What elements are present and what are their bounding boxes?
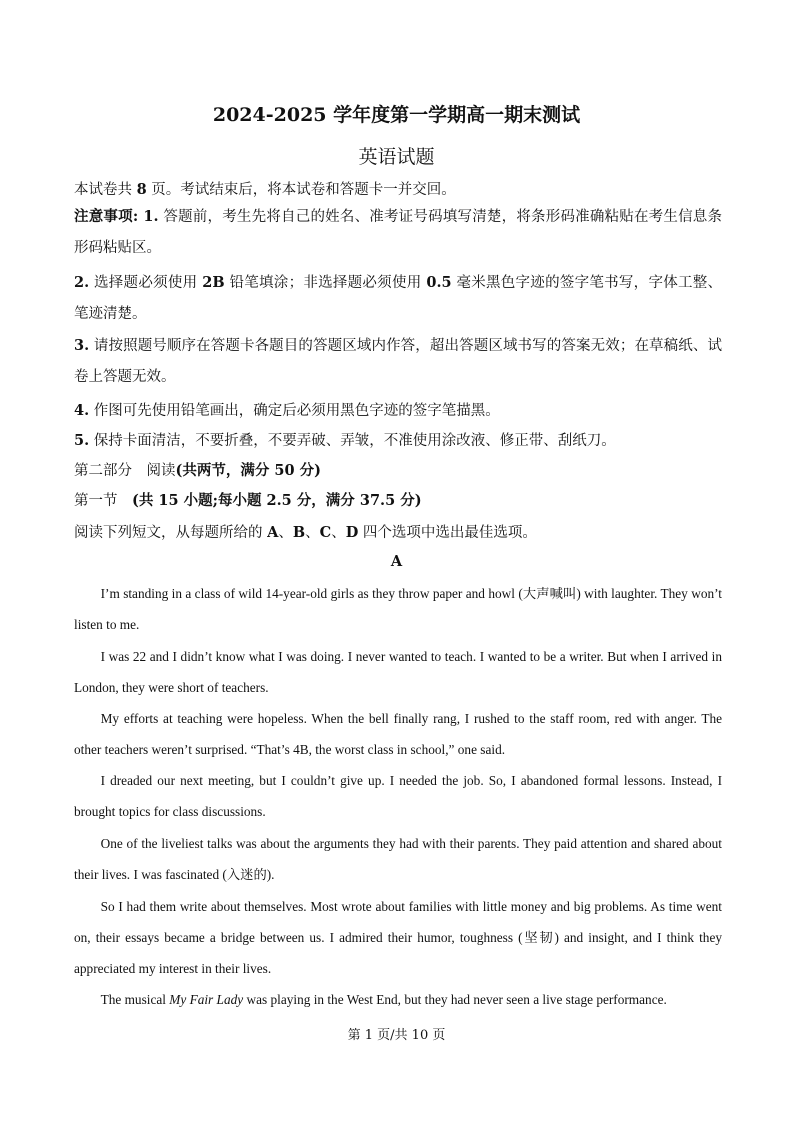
exam-subtitle: 英语试题 — [358, 146, 435, 168]
note-5: 5. 保持卡面清洁，不要折叠，不要弄破、弄皱，不准使用涂改液、修正带、刮纸刀。 — [74, 432, 616, 449]
passage-paragraph-2: I was 22 and I didn’t know what I was doing. I never wanted to teach. I wanted to be a writer. But when I arrived in London, they were short of teachers. — [74, 649, 722, 695]
part-2-heading: 第二部分 阅读(共两节，满分 50 分) — [74, 462, 321, 479]
passage-paragraph-4: I dreaded our next meeting, but I couldn’t give up. I needed the job. So, I abandoned formal lessons. Instead, I brought topics for class discussions. — [74, 773, 722, 819]
page-footer: 第 1 页/共 10 页 — [347, 1028, 446, 1043]
passage-paragraph-5: One of the liveliest talks was about the arguments they had with their parents. They paid attention and shared about their lives. I was fascinated (入迷的). — [74, 836, 722, 882]
passage-label: A — [390, 553, 403, 570]
intro-line: 本试卷共 8 页。考试结束后，将本试卷和答题卡一并交回。 — [74, 181, 456, 198]
note-3: 3. 请按照题号顺序在答题卡各题目的答题区域内作答，超出答题区域书写的答案无效；在草稿纸、试卷上答题无效。 — [74, 337, 722, 385]
passage-paragraph-6: So I had them write about themselves. Most wrote about families with little money and big problems. As time went on, their essays became a bridge between us. I admired their humor, toughness (坚韧) and insight, and I think they appreciated my interest in their lives. — [74, 899, 722, 976]
note-2: 2. 选择题必须使用 2B 铅笔填涂；非选择题必须使用 0.5 毫米黑色字迹的签字笔书写，字体工整、笔迹清楚。 — [74, 274, 723, 322]
exam-title: 2024-2025 学年度第一学期高一期末测试 — [212, 104, 581, 126]
passage-paragraph-3: My efforts at teaching were hopeless. When the bell finally rang, I rushed to the staff room, red with anger. The other teachers weren’t surprised. “That’s 4B, the worst class in school,” one said. — [74, 711, 722, 757]
note-4: 4. 作图可先使用铅笔画出，确定后必须用黑色字迹的签字笔描黑。 — [74, 402, 500, 419]
note-1: 注意事项: 1. 答题前，考生先将自己的姓名、准考证号码填写清楚，将条形码准确粘贴在考生信息条形码粘贴区。 — [74, 208, 722, 256]
section-1-heading: 第一节 (共 15 小题;每小题 2.5 分，满分 37.5 分) — [74, 492, 422, 509]
passage-paragraph-1: I’m standing in a class of wild 14-year-old girls as they throw paper and howl (大声喊叫) with laughter. They won’t listen to me. — [74, 586, 722, 632]
passage-paragraph-7: The musical My Fair Lady was playing in the West End, but they had never seen a live stage performance. — [100, 992, 667, 1007]
reading-directions: 阅读下列短文，从每题所给的 A、B、C、D 四个选项中选出最佳选项。 — [74, 524, 537, 541]
